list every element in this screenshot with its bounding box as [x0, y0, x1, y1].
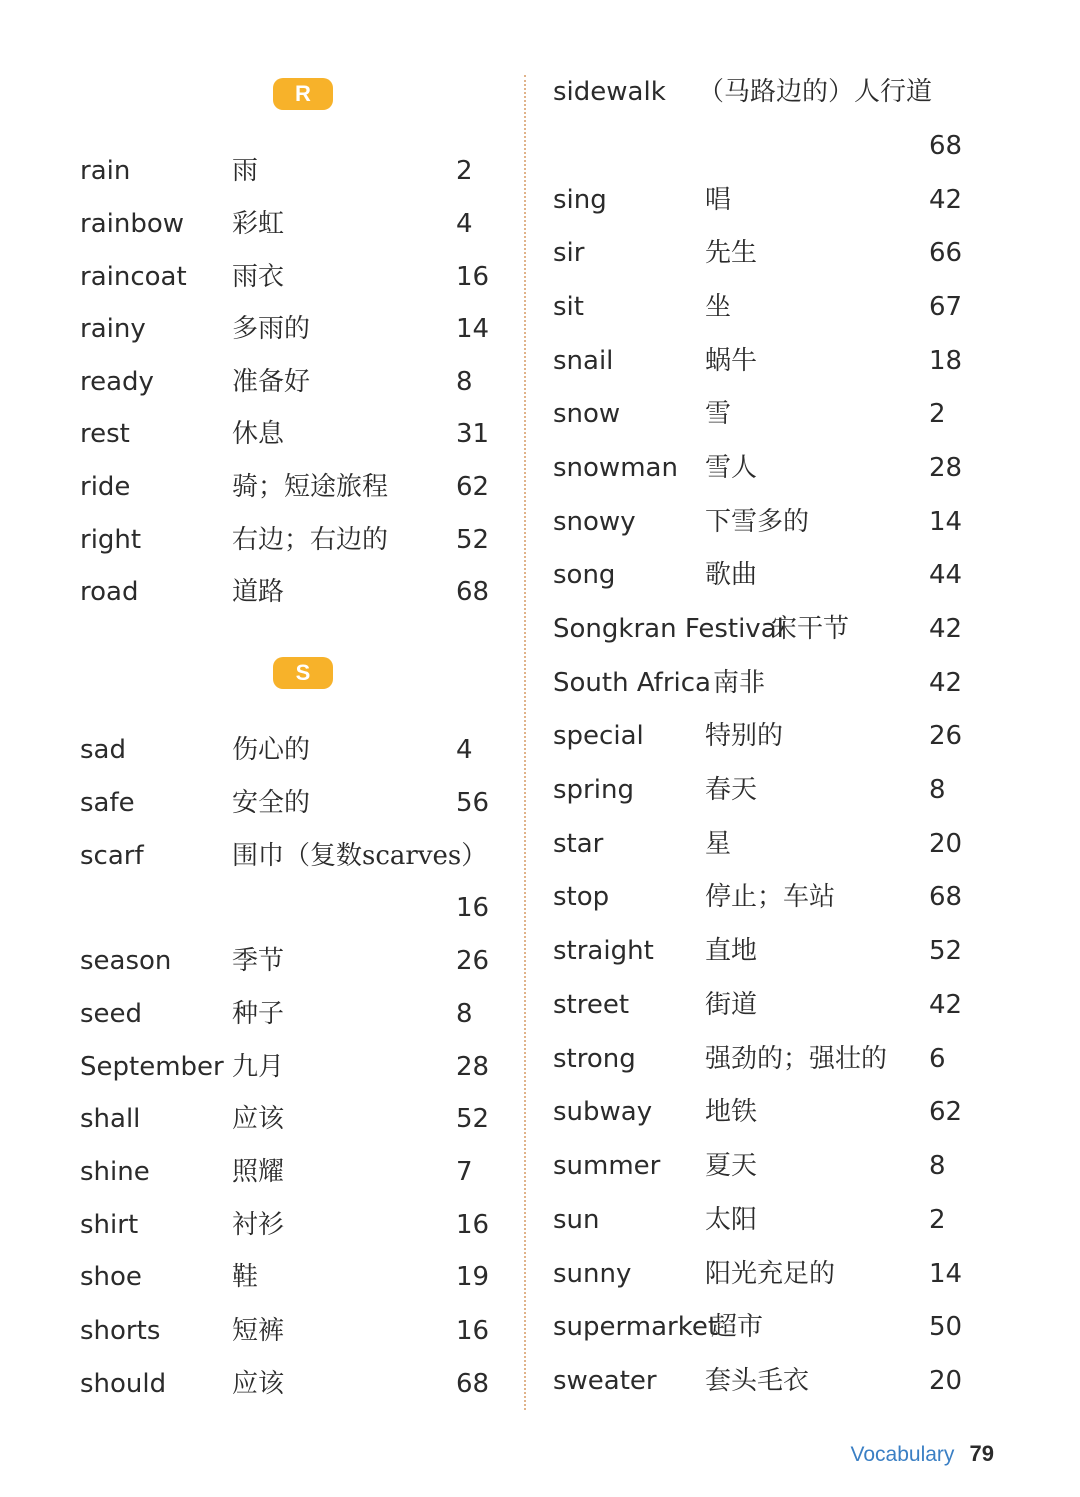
- entry-meaning: 九月: [232, 1052, 285, 1082]
- vocab-entry: [80, 572, 500, 612]
- vocab-entry: [80, 467, 500, 507]
- vocab-entry: [553, 1254, 983, 1294]
- entry-meaning: 围巾（复数scarves）: [232, 841, 488, 871]
- vocab-entry: [553, 985, 983, 1025]
- entry-page: 8: [456, 999, 473, 1029]
- section-badge-r: R: [273, 78, 333, 110]
- vocab-entry: [553, 609, 983, 649]
- entry-page: 16: [456, 1316, 490, 1346]
- page-footer: [851, 1436, 994, 1472]
- entry-word: shall: [80, 1104, 141, 1134]
- entry-page: 4: [456, 735, 473, 765]
- entry-page: 26: [929, 721, 963, 751]
- vocab-entry: [553, 233, 983, 273]
- entry-meaning: 下雪多的: [705, 507, 810, 537]
- vocab-entry: [553, 663, 983, 703]
- entry-meaning: 休息: [232, 419, 285, 449]
- vocab-entry: [80, 1364, 500, 1404]
- entry-word: September: [80, 1052, 224, 1082]
- entry-meaning: 鞋: [232, 1262, 259, 1292]
- entry-page: 14: [456, 314, 490, 344]
- vocab-entry: [553, 931, 983, 971]
- entry-word: sunny: [553, 1259, 632, 1289]
- footer-page-number: 79: [969, 1441, 994, 1466]
- entry-word: ready: [80, 367, 154, 397]
- entry-page: 20: [929, 1366, 963, 1396]
- entry-word: song: [553, 560, 616, 590]
- entry-word: ride: [80, 472, 131, 502]
- entry-meaning: 骑；短途旅程: [232, 472, 389, 502]
- vocab-entry: [553, 877, 983, 917]
- entry-page: 2: [929, 399, 946, 429]
- entry-word: rainbow: [80, 209, 184, 239]
- vocab-entry: [80, 1205, 500, 1245]
- entry-meaning: 街道: [705, 990, 758, 1020]
- entry-page: 8: [929, 775, 946, 805]
- entry-page: 7: [456, 1157, 473, 1187]
- entry-page: 2: [456, 156, 473, 186]
- entry-meaning: 先生: [705, 238, 758, 268]
- vocab-entry: [553, 1200, 983, 1240]
- vocab-entry: [553, 502, 983, 542]
- entry-meaning: 唱: [705, 185, 732, 215]
- entry-meaning: 雪: [705, 399, 732, 429]
- entry-word: snail: [553, 346, 614, 376]
- column-divider: [524, 75, 526, 1410]
- vocab-entry: [80, 941, 500, 981]
- entry-word: rainy: [80, 314, 146, 344]
- entry-meaning: 坐: [705, 292, 732, 322]
- entry-word: safe: [80, 788, 135, 818]
- entry-word: straight: [553, 936, 654, 966]
- entry-page: 62: [456, 472, 490, 502]
- entry-meaning: 夏天: [705, 1151, 758, 1181]
- entry-word: sit: [553, 292, 584, 322]
- vocab-entry: [80, 836, 500, 929]
- entry-page: 42: [929, 990, 963, 1020]
- entry-word: shorts: [80, 1316, 161, 1346]
- footer-section-label: Vocabulary: [850, 1443, 955, 1466]
- section-badge-s: S: [273, 657, 333, 689]
- entry-meaning: 多雨的: [232, 314, 311, 344]
- entry-page: 68: [929, 131, 963, 161]
- vocab-entry: [80, 151, 500, 191]
- entry-meaning: 宋干节: [771, 614, 850, 644]
- entry-page: 31: [456, 419, 490, 449]
- entry-page: 16: [456, 262, 490, 292]
- vocab-entry: [80, 414, 500, 454]
- entry-word: sing: [553, 185, 607, 215]
- entry-meaning: 右边；右边的: [232, 525, 389, 555]
- entry-word: shirt: [80, 1210, 139, 1240]
- entry-page: 26: [456, 946, 490, 976]
- entry-page: 68: [929, 882, 963, 912]
- entry-meaning: 直地: [705, 936, 758, 966]
- entry-meaning: 雨: [232, 156, 259, 186]
- vocab-entry: [80, 520, 500, 560]
- entry-meaning: 衬衫: [232, 1210, 285, 1240]
- entry-page: 42: [929, 185, 963, 215]
- entry-meaning: 应该: [232, 1104, 285, 1134]
- entry-word: snowy: [553, 507, 636, 537]
- vocab-entry: [553, 1307, 983, 1347]
- entry-page: 19: [456, 1262, 490, 1292]
- entry-word: sad: [80, 735, 126, 765]
- entry-page: 68: [456, 1369, 490, 1399]
- entry-meaning: 伤心的: [232, 735, 311, 765]
- entry-page: 62: [929, 1097, 963, 1127]
- entry-page: 6: [929, 1044, 946, 1074]
- entry-page: 52: [929, 936, 963, 966]
- vocab-entry: [553, 394, 983, 434]
- entry-meaning: 安全的: [232, 788, 311, 818]
- vocab-entry: [80, 730, 500, 770]
- entry-word: sweater: [553, 1366, 657, 1396]
- entry-page: 42: [929, 668, 963, 698]
- entry-meaning: 停止；车站: [705, 882, 836, 912]
- entry-word: right: [80, 525, 142, 555]
- entry-meaning: 短裤: [232, 1316, 285, 1346]
- entry-meaning: 道路: [232, 577, 285, 607]
- entry-page: 20: [929, 829, 963, 859]
- vocab-entry: [553, 341, 983, 381]
- vocab-entry: [80, 1152, 500, 1192]
- entry-page: 28: [929, 453, 963, 483]
- entry-meaning: 地铁: [705, 1097, 758, 1127]
- vocab-entry: [80, 362, 500, 402]
- entry-word: season: [80, 946, 172, 976]
- vocab-entry: [553, 1092, 983, 1132]
- entry-page: 56: [456, 788, 490, 818]
- entry-word: shine: [80, 1157, 150, 1187]
- vocab-entry: [553, 1146, 983, 1186]
- entry-meaning: 种子: [232, 999, 285, 1029]
- entry-word: should: [80, 1369, 167, 1399]
- entry-word: stop: [553, 882, 610, 912]
- entry-meaning: 太阳: [705, 1205, 758, 1235]
- entry-page: 16: [456, 1210, 490, 1240]
- entry-word: subway: [553, 1097, 653, 1127]
- vocab-entry: [553, 180, 983, 220]
- vocab-entry: [80, 1257, 500, 1297]
- entry-page: 52: [456, 1104, 490, 1134]
- entry-word: spring: [553, 775, 634, 805]
- entry-page: 16: [456, 893, 490, 923]
- entry-page: 8: [456, 367, 473, 397]
- entry-word: road: [80, 577, 139, 607]
- entry-page: 14: [929, 507, 963, 537]
- entry-word: star: [553, 829, 604, 859]
- vocab-entry: [80, 1311, 500, 1351]
- entry-page: 4: [456, 209, 473, 239]
- vocab-entry: [80, 994, 500, 1034]
- vocab-entry: [80, 257, 500, 297]
- entry-page: 42: [929, 614, 963, 644]
- entry-word: strong: [553, 1044, 636, 1074]
- vocab-entry: [553, 716, 983, 756]
- entry-word: summer: [553, 1151, 661, 1181]
- entry-page: 2: [929, 1205, 946, 1235]
- entry-meaning: 阳光充足的: [705, 1259, 836, 1289]
- vocab-entry: [553, 555, 983, 595]
- entry-page: 18: [929, 346, 963, 376]
- entry-meaning: 春天: [705, 775, 758, 805]
- entry-meaning: （马路边的）人行道: [698, 77, 933, 107]
- entry-word: supermarket: [553, 1312, 719, 1342]
- vocab-entry: [553, 1039, 983, 1079]
- entry-word: seed: [80, 999, 143, 1029]
- entry-word: street: [553, 990, 630, 1020]
- entry-page: 44: [929, 560, 963, 590]
- entry-meaning: 雪人: [705, 453, 758, 483]
- entry-meaning: 照耀: [232, 1157, 285, 1187]
- entry-word: sun: [553, 1205, 600, 1235]
- entry-word: shoe: [80, 1262, 142, 1292]
- entry-meaning: 特别的: [705, 721, 784, 751]
- entry-word: raincoat: [80, 262, 187, 292]
- entry-meaning: 应该: [232, 1369, 285, 1399]
- entry-word: Songkran Festival: [553, 614, 784, 644]
- vocab-entry: [553, 824, 983, 864]
- entry-page: 52: [456, 525, 490, 555]
- entry-word: scarf: [80, 841, 144, 871]
- entry-meaning: 歌曲: [705, 560, 758, 590]
- entry-meaning: 星: [705, 829, 732, 859]
- entry-meaning: 季节: [232, 946, 285, 976]
- entry-meaning: 南非: [713, 668, 766, 698]
- vocab-entry: [80, 783, 500, 823]
- entry-page: 67: [929, 292, 963, 322]
- entry-meaning: 彩虹: [232, 209, 285, 239]
- entry-meaning: 强劲的；强壮的: [705, 1044, 888, 1074]
- entry-word: rain: [80, 156, 131, 186]
- vocab-entry: [80, 1099, 500, 1139]
- vocab-entry: [553, 1361, 983, 1401]
- entry-page: 68: [456, 577, 490, 607]
- entry-page: 66: [929, 238, 963, 268]
- vocab-entry: [80, 309, 500, 349]
- entry-page: 50: [929, 1312, 963, 1342]
- vocab-entry: [553, 287, 983, 327]
- entry-word: snowman: [553, 453, 678, 483]
- entry-word: South Africa: [553, 668, 711, 698]
- entry-word: sidewalk: [553, 77, 666, 107]
- vocab-entry: [553, 770, 983, 810]
- vocab-entry: [553, 72, 983, 166]
- entry-meaning: 套头毛衣: [705, 1366, 810, 1396]
- vocab-entry: [80, 204, 500, 244]
- entry-meaning: 蜗牛: [705, 346, 758, 376]
- entry-word: snow: [553, 399, 621, 429]
- entry-page: 28: [456, 1052, 490, 1082]
- entry-page: 14: [929, 1259, 963, 1289]
- entry-meaning: 准备好: [232, 367, 311, 397]
- vocab-entry: [80, 1047, 500, 1087]
- entry-word: rest: [80, 419, 130, 449]
- entry-meaning: 雨衣: [232, 262, 285, 292]
- entry-meaning: 超市: [711, 1312, 764, 1342]
- entry-page: 8: [929, 1151, 946, 1181]
- entry-word: special: [553, 721, 644, 751]
- vocab-entry: [553, 448, 983, 488]
- entry-word: sir: [553, 238, 585, 268]
